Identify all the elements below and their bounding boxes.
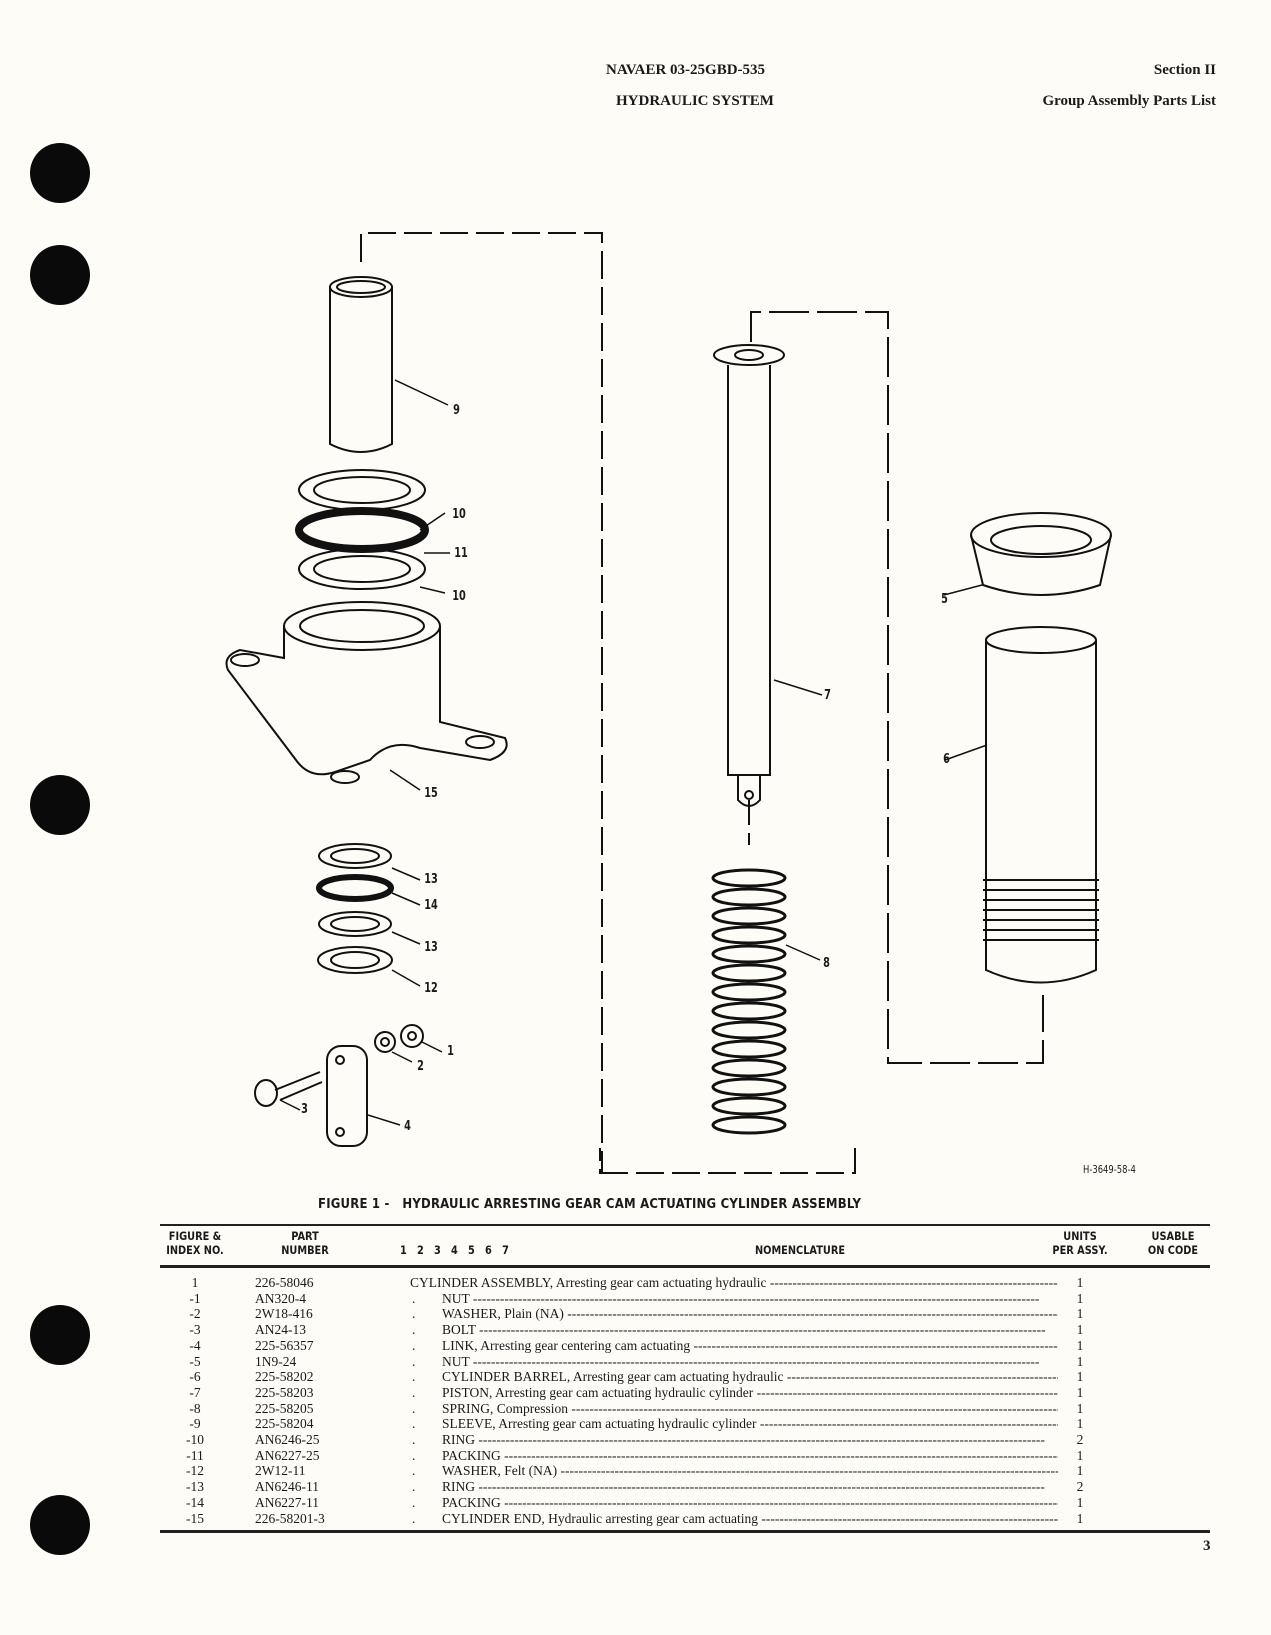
- drawing-number: H-3649-58-4: [1083, 1164, 1136, 1176]
- col-header-part: PART NUMBER: [281, 1229, 329, 1257]
- callout-8: 8: [823, 956, 830, 971]
- section-label: Section II: [1153, 62, 1216, 78]
- table-row: -12 2W12-11 . WASHER, Felt (NA) ----- 1: [160, 1463, 1210, 1479]
- callout-3: 3: [301, 1102, 308, 1117]
- doc-number: NAVAER 03-25GBD-535: [606, 62, 766, 78]
- col-header-indent: 1 2 3 4 5 6 7: [400, 1243, 509, 1257]
- callout-5: 5: [941, 592, 948, 607]
- col-header-nomenclature: NOMENCLATURE: [754, 1243, 846, 1257]
- table-row: -11 AN6227-25 . PACKING ----- 1: [160, 1448, 1210, 1464]
- callout-9: 9: [453, 403, 460, 418]
- callout-14: 14: [424, 898, 438, 913]
- callout-7: 7: [824, 688, 831, 703]
- section-title: Group Assembly Parts List: [1042, 93, 1216, 109]
- table-header-rule: [160, 1265, 1210, 1268]
- table-row: -7 225-58203 . PISTON, Arresting gear cam actuating hydraulic cylinder ----- 1: [160, 1385, 1210, 1401]
- table-row: -13 AN6246-11 . RING ----- 2: [160, 1479, 1210, 1495]
- col-header-index: FIGURE & INDEX NO.: [166, 1229, 224, 1257]
- table-row: -10 AN6246-25 . RING ----- 2: [160, 1432, 1210, 1448]
- callout-11: 11: [454, 546, 468, 561]
- callout-10: 10: [452, 507, 466, 522]
- callout-13: 13: [424, 872, 438, 887]
- col-header-units: UNITS PER ASSY.: [1052, 1229, 1108, 1257]
- col-header-usable: USABLE ON CODE: [1147, 1229, 1199, 1257]
- callout-2: 2: [417, 1059, 424, 1074]
- callout-4: 4: [404, 1119, 411, 1134]
- callout-12: 12: [424, 981, 438, 996]
- table-row: -8 225-58205 . SPRING, Compression ----- 1: [160, 1401, 1210, 1417]
- system-title: HYDRAULIC SYSTEM: [616, 93, 774, 109]
- table-row: 1 226-58046 CYLINDER ASSEMBLY, Arresting gear cam actuating hydraulic ----- 1: [160, 1275, 1210, 1291]
- table-row: -14 AN6227-11 . PACKING ----- 1: [160, 1495, 1210, 1511]
- callout-13b: 13: [424, 940, 438, 955]
- table-row: -9 225-58204 . SLEEVE, Arresting gear cam actuating hydraulic cylinder ----- 1: [160, 1416, 1210, 1432]
- table-top-rule: [160, 1224, 1210, 1226]
- figure-caption: FIGURE 1 - HYDRAULIC ARRESTING GEAR CAM ACTUATING CYLINDER ASSEMBLY: [318, 1197, 862, 1212]
- table-row: -2 2W18-416 . WASHER, Plain (NA) ----- 1: [160, 1306, 1210, 1322]
- table-row: -3 AN24-13 . BOLT ----- 1: [160, 1322, 1210, 1338]
- callout-10b: 10: [452, 589, 466, 604]
- callout-15: 15: [424, 786, 438, 801]
- table-row: -5 1N9-24 . NUT ----- 1: [160, 1354, 1210, 1370]
- callout-1: 1: [447, 1044, 454, 1059]
- callout-6: 6: [943, 752, 950, 767]
- table-row: -15 226-58201-3 . CYLINDER END, Hydraulic arresting gear cam actuating ----- 1: [160, 1511, 1210, 1527]
- binder-hole: [30, 1495, 90, 1555]
- binder-hole: [30, 1305, 90, 1365]
- table-row: -4 225-56357 . LINK, Arresting gear centering cam actuating ----- 1: [160, 1338, 1210, 1354]
- page-number: 3: [1203, 1538, 1211, 1554]
- table-row: -1 AN320-4 . NUT ----- 1: [160, 1291, 1210, 1307]
- table-row: -6 225-58202 . CYLINDER BARREL, Arresting gear cam actuating hydraulic ----- 1: [160, 1369, 1210, 1385]
- table-bottom-rule: [160, 1530, 1210, 1533]
